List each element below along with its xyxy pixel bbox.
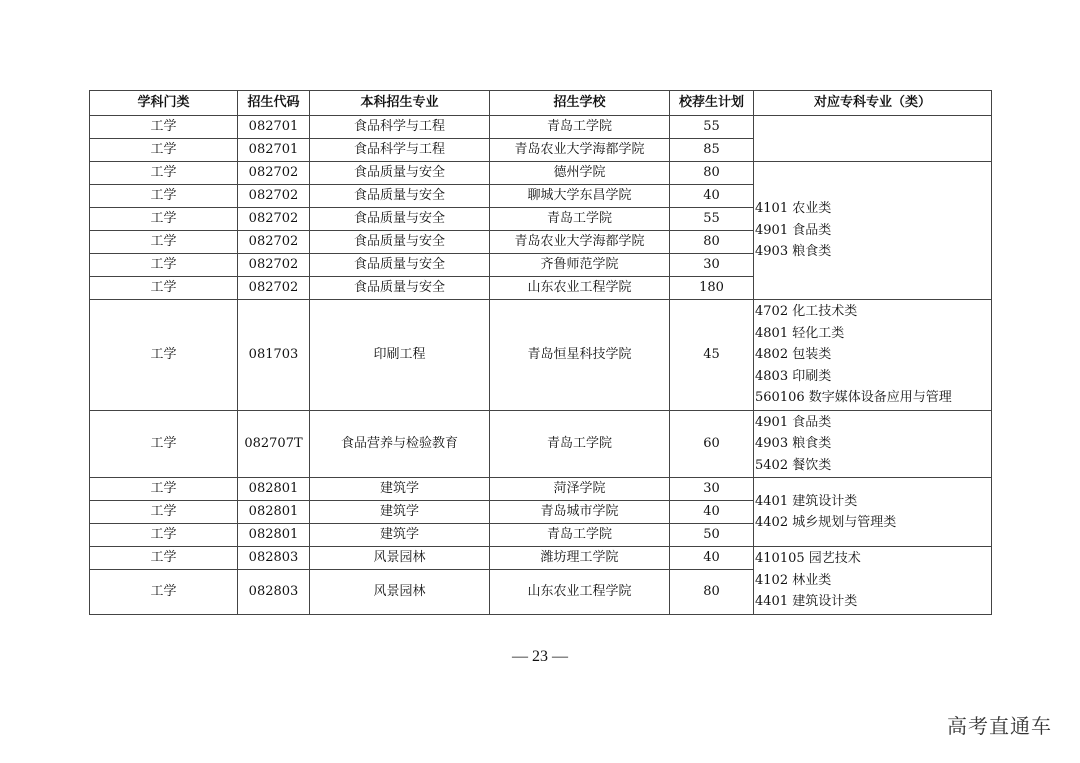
cell-major: 食品科学与工程 [310, 139, 490, 162]
cell-plan: 45 [670, 300, 754, 411]
cell-code: 082702 [238, 231, 310, 254]
cell-school: 青岛农业大学海都学院 [490, 231, 670, 254]
mapped-major-line: 4901 食品类 [755, 222, 832, 238]
cell-code: 082702 [238, 277, 310, 300]
cell-code: 082803 [238, 570, 310, 615]
table-row [90, 300, 992, 411]
header-category: 学科门类 [90, 91, 238, 116]
cell-school: 山东农业工程学院 [490, 570, 670, 615]
cell-mapped-majors [754, 411, 992, 478]
cell-major: 食品质量与安全 [310, 254, 490, 277]
cell-school: 青岛农业大学海都学院 [490, 139, 670, 162]
cell-major: 建筑学 [310, 501, 490, 524]
cell-code: 082707T [238, 411, 310, 478]
cell-mapped-majors [754, 300, 992, 411]
mapped-major-line: 4803 印刷类 [755, 368, 832, 384]
header-major: 本科招生专业 [310, 91, 490, 116]
table-row [90, 116, 992, 139]
mapped-major-line: 4901 食品类 [755, 414, 832, 430]
cell-plan: 40 [670, 547, 754, 570]
cell-mapped-majors [754, 162, 992, 300]
cell-plan: 55 [670, 116, 754, 139]
cell-school: 山东农业工程学院 [490, 277, 670, 300]
cell-category: 工学 [90, 547, 238, 570]
cell-school: 青岛工学院 [490, 524, 670, 547]
cell-mapped-majors [754, 116, 992, 162]
cell-category: 工学 [90, 139, 238, 162]
table-header-row [90, 91, 992, 116]
cell-plan: 80 [670, 162, 754, 185]
cell-code: 082702 [238, 162, 310, 185]
cell-code: 082702 [238, 254, 310, 277]
cell-major: 食品营养与检验教育 [310, 411, 490, 478]
table-row [90, 478, 992, 501]
cell-plan: 80 [670, 231, 754, 254]
mapped-major-line: 4903 粮食类 [755, 244, 832, 260]
mapped-major-line: 4401 建筑设计类 [755, 493, 858, 509]
header-mapped-majors: 对应专科专业（类） [754, 91, 992, 116]
mapped-major-line: 410105 园艺技术 [755, 551, 861, 567]
header-school: 招生学校 [490, 91, 670, 116]
enrollment-table [89, 90, 992, 615]
mapped-major-line: 4903 粮食类 [755, 436, 832, 452]
cell-category: 工学 [90, 185, 238, 208]
cell-category: 工学 [90, 524, 238, 547]
cell-mapped-majors [754, 547, 992, 615]
cell-plan: 180 [670, 277, 754, 300]
cell-plan: 30 [670, 478, 754, 501]
table-row [90, 547, 992, 570]
cell-plan: 85 [670, 139, 754, 162]
cell-plan: 80 [670, 570, 754, 615]
cell-code: 082801 [238, 478, 310, 501]
cell-category: 工学 [90, 501, 238, 524]
mapped-major-line: 4101 农业类 [755, 201, 832, 217]
cell-category: 工学 [90, 231, 238, 254]
cell-major: 风景园林 [310, 570, 490, 615]
cell-plan: 60 [670, 411, 754, 478]
table-row [90, 162, 992, 185]
cell-category: 工学 [90, 411, 238, 478]
cell-major: 建筑学 [310, 524, 490, 547]
mapped-major-line: 5402 餐饮类 [755, 457, 832, 473]
cell-category: 工学 [90, 116, 238, 139]
cell-major: 印刷工程 [310, 300, 490, 411]
cell-school: 德州学院 [490, 162, 670, 185]
cell-code: 082801 [238, 501, 310, 524]
cell-category: 工学 [90, 254, 238, 277]
cell-school: 青岛恒星科技学院 [490, 300, 670, 411]
cell-category: 工学 [90, 300, 238, 411]
mapped-major-line: 560106 数字媒体设备应用与管理 [755, 390, 952, 406]
cell-major: 建筑学 [310, 478, 490, 501]
cell-plan: 55 [670, 208, 754, 231]
cell-school: 青岛工学院 [490, 116, 670, 139]
page-number: — 23 — [512, 648, 568, 665]
cell-category: 工学 [90, 162, 238, 185]
header-code: 招生代码 [238, 91, 310, 116]
cell-major: 食品质量与安全 [310, 162, 490, 185]
cell-category: 工学 [90, 208, 238, 231]
cell-code: 082803 [238, 547, 310, 570]
cell-category: 工学 [90, 570, 238, 615]
mapped-major-line: 4402 城乡规划与管理类 [755, 515, 897, 530]
mapped-major-line: 4102 林业类 [755, 572, 832, 588]
cell-major: 食品质量与安全 [310, 277, 490, 300]
cell-plan: 50 [670, 524, 754, 547]
cell-code: 082801 [238, 524, 310, 547]
cell-code: 082701 [238, 116, 310, 139]
cell-code: 082701 [238, 139, 310, 162]
mapped-major-line: 4802 包装类 [755, 347, 832, 363]
cell-code: 082702 [238, 208, 310, 231]
cell-school: 菏泽学院 [490, 478, 670, 501]
cell-school: 青岛工学院 [490, 411, 670, 478]
header-plan: 校荐生计划 [670, 91, 754, 116]
cell-school: 青岛城市学院 [490, 501, 670, 524]
mapped-major-line: 4401 建筑设计类 [755, 594, 858, 610]
cell-category: 工学 [90, 277, 238, 300]
cell-school: 聊城大学东昌学院 [490, 185, 670, 208]
cell-plan: 40 [670, 501, 754, 524]
cell-mapped-majors [754, 478, 992, 547]
cell-plan: 40 [670, 185, 754, 208]
cell-major: 食品质量与安全 [310, 185, 490, 208]
cell-school: 潍坊理工学院 [490, 547, 670, 570]
mapped-major-line: 4801 轻化工类 [755, 325, 845, 341]
mapped-major-line: 4702 化工技术类 [755, 304, 858, 320]
cell-category: 工学 [90, 478, 238, 501]
table-row [90, 411, 992, 478]
cell-major: 食品科学与工程 [310, 116, 490, 139]
watermark: 高考直通车 [947, 714, 1052, 738]
cell-code: 082702 [238, 185, 310, 208]
table-body [90, 116, 992, 615]
cell-major: 食品质量与安全 [310, 208, 490, 231]
cell-plan: 30 [670, 254, 754, 277]
cell-major: 风景园林 [310, 547, 490, 570]
cell-major: 食品质量与安全 [310, 231, 490, 254]
cell-code: 081703 [238, 300, 310, 411]
cell-school: 青岛工学院 [490, 208, 670, 231]
cell-school: 齐鲁师范学院 [490, 254, 670, 277]
